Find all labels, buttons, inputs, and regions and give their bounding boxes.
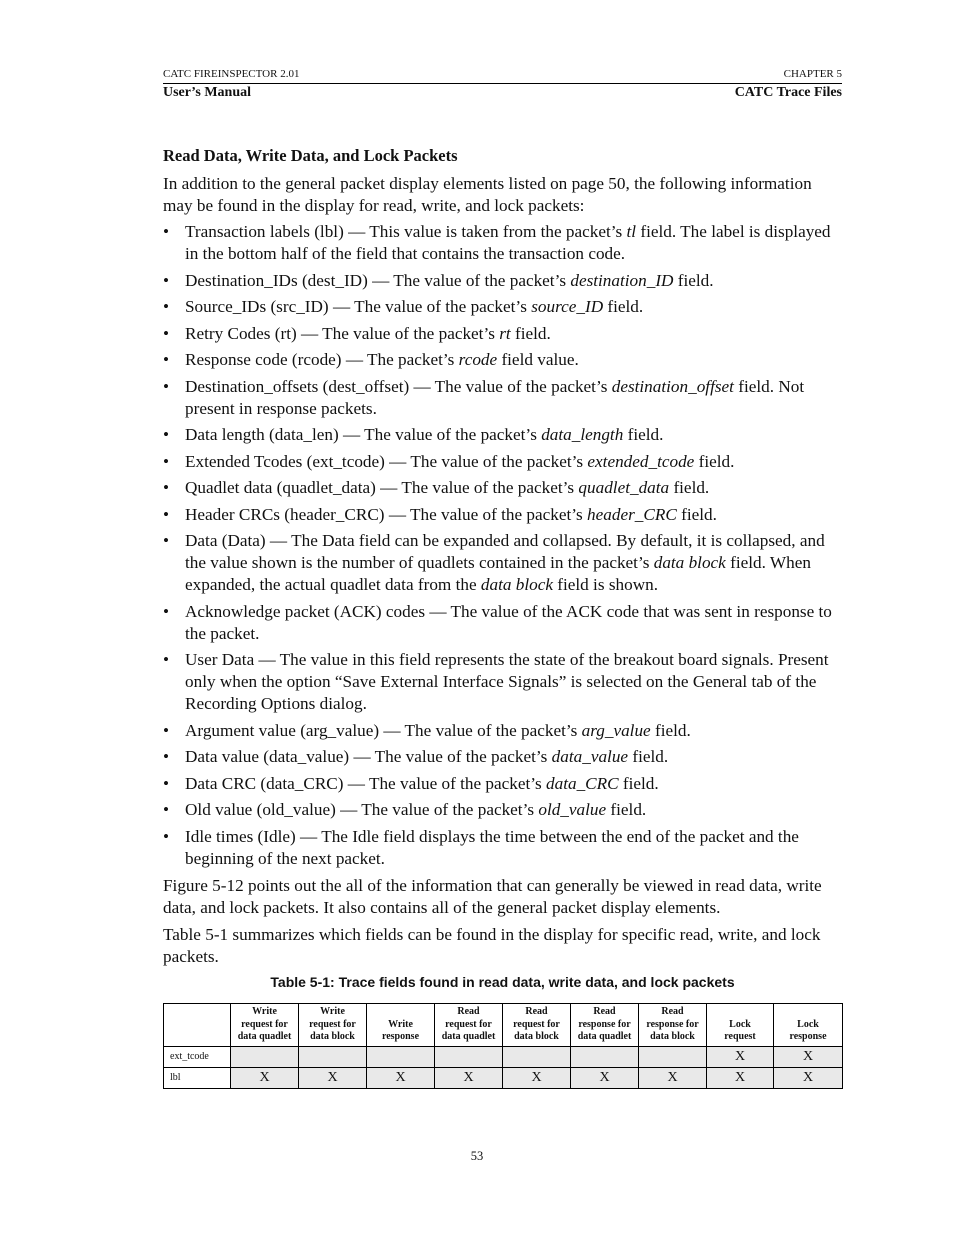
list-item-text: Argument value (arg_value) — The value of the packet’s: [185, 720, 582, 740]
list-item-text: Destination_offsets (dest_offset) — The value of the packet’s: [185, 376, 612, 396]
column-header: [503, 1003, 571, 1046]
table-cell: [231, 1046, 299, 1067]
list-item: [163, 270, 842, 292]
column-header-line: Write: [388, 1018, 413, 1030]
field-name: destination_ID: [570, 270, 674, 290]
column-header-line: response: [381, 1031, 420, 1042]
table-caption: Table 5-1: Trace fields found in read data, write data, and lock packets: [270, 973, 735, 990]
column-header-line: data quadlet: [237, 1031, 292, 1042]
list-item-text: field.: [650, 720, 691, 740]
list-item-text: field is shown.: [552, 575, 658, 594]
list-item-text: field.: [510, 323, 551, 343]
field-name: source_ID: [531, 297, 604, 316]
list-item: [163, 296, 842, 318]
table-cell: [503, 1046, 571, 1067]
column-header: [707, 1003, 774, 1046]
table-cell: X: [774, 1067, 843, 1088]
list-item: [163, 221, 842, 265]
table-cell: [367, 1046, 435, 1067]
running-header-bottom: [163, 84, 842, 102]
list-item: [163, 601, 842, 645]
column-header-line: Write: [252, 1006, 277, 1017]
chapter-title: CATC Trace Files: [734, 85, 842, 100]
list-item-text: Response code (rcode) — The packet’s: [185, 350, 459, 369]
intro-paragraph: In addition to the general packet display elements listed on page 50, the following information may be found in the display for read, write, and lock packets:: [163, 174, 812, 215]
column-header: [299, 1003, 367, 1046]
list-item-text: field.: [623, 425, 664, 444]
list-item: [163, 504, 842, 526]
field-name: destination_offset: [611, 376, 734, 396]
table-cell: [435, 1046, 503, 1067]
list-item: [163, 530, 842, 596]
list-item: [163, 720, 842, 742]
column-header-line: request for: [513, 1018, 560, 1030]
column-header-line: Lock: [729, 1018, 751, 1030]
list-item-text: field. Not present in response packets.: [185, 376, 805, 418]
page-number: 53: [470, 1149, 484, 1163]
column-header-line: response: [789, 1031, 827, 1042]
column-header: [639, 1003, 707, 1046]
table-cell: [571, 1046, 639, 1067]
list-item-text: field. The label is displayed in the bottom half of the field that contains the transaction code.: [185, 222, 831, 263]
table-cell: [639, 1046, 707, 1067]
table-cell: X: [231, 1067, 299, 1088]
trace-fields-table: [163, 1003, 843, 1089]
list-item: [163, 349, 842, 371]
field-list: [163, 221, 842, 870]
list-item-text: Quadlet data (quadlet_data) — The value of the packet’s: [185, 478, 579, 497]
list-item-text: Data length (data_len) — The value of the packet’s: [185, 425, 542, 444]
column-header-line: request for: [241, 1018, 288, 1030]
table-cell: X: [571, 1067, 639, 1088]
product-name: CATC FIREINSPECTOR 2.01: [163, 68, 300, 80]
column-header-line: Read: [661, 1006, 684, 1017]
list-item-text: field.: [606, 800, 647, 819]
list-item-text: Data value (data_value) — The value of the packet’s: [185, 747, 552, 766]
column-header-line: Write: [320, 1006, 345, 1017]
list-item-text: Idle times (Idle) — The Idle field displays the time between the end of the packet and the beginning of the next packet.: [185, 826, 799, 868]
list-item: [163, 649, 842, 715]
column-header: [231, 1003, 299, 1046]
section-heading: Read Data, Write Data, and Lock Packets: [163, 146, 458, 165]
column-header-line: data block: [310, 1031, 355, 1042]
row-label: lbl: [164, 1067, 231, 1088]
list-item: [163, 376, 842, 420]
list-item-text: field.: [673, 270, 714, 290]
field-name: tl: [626, 222, 637, 241]
column-header-line: request: [724, 1031, 756, 1042]
column-header-line: response for: [646, 1018, 699, 1030]
column-header-line: data block: [650, 1031, 695, 1042]
table-header-row: [164, 1003, 843, 1046]
list-item-text: Old value (old_value) — The value of the packet’s: [185, 800, 539, 819]
list-item-text: field.: [669, 478, 710, 497]
list-item: [163, 746, 842, 768]
list-item-text: field value.: [497, 350, 579, 369]
list-item-text: field.: [676, 504, 717, 524]
column-header-line: request for: [309, 1018, 356, 1030]
column-header-line: data block: [514, 1031, 559, 1042]
table-cell: X: [707, 1046, 774, 1067]
list-item-text: Extended Tcodes (ext_tcode) — The value of the packet’s: [185, 451, 588, 471]
column-header-line: Read: [525, 1006, 548, 1017]
field-name: data block: [480, 575, 553, 594]
list-item-text: Destination_IDs (dest_ID) — The value of the packet’s: [185, 270, 571, 290]
table-cell: X: [435, 1067, 503, 1088]
table-row: [164, 1067, 843, 1088]
list-item: [163, 451, 842, 473]
column-header-line: response for: [578, 1018, 631, 1030]
column-header-line: Read: [457, 1006, 480, 1017]
field-name: extended_tcode: [587, 451, 695, 471]
list-item: [163, 424, 842, 446]
table-cell: [299, 1046, 367, 1067]
field-name: quadlet_data: [578, 478, 670, 497]
list-item-text: Retry Codes (rt) — The value of the packet’s: [185, 323, 500, 343]
field-name: header_CRC: [587, 504, 677, 524]
table-cell: X: [367, 1067, 435, 1088]
table-corner-cell: [164, 1003, 231, 1046]
list-item: [163, 826, 842, 870]
running-header-top: [163, 66, 842, 82]
manual-title: User’s Manual: [163, 85, 252, 100]
list-item: [163, 773, 842, 795]
chapter-label: CHAPTER 5: [783, 68, 842, 80]
list-item-text: Header CRCs (header_CRC) — The value of the packet’s: [185, 504, 588, 524]
column-header: [367, 1003, 435, 1046]
column-header-line: Read: [593, 1006, 616, 1017]
field-name: old_value: [538, 800, 607, 819]
column-header: [435, 1003, 503, 1046]
field-name: rcode: [458, 350, 498, 369]
field-name: data_length: [541, 425, 624, 444]
row-label: ext_tcode: [164, 1046, 231, 1067]
table-cell: X: [707, 1067, 774, 1088]
table-cell: X: [299, 1067, 367, 1088]
column-header: [571, 1003, 639, 1046]
column-header: [774, 1003, 843, 1046]
list-item-text: field.: [603, 297, 644, 316]
list-item-text: Source_IDs (src_ID) — The value of the packet’s: [185, 297, 532, 316]
list-item-text: Data CRC (data_CRC) — The value of the packet’s: [185, 773, 547, 793]
list-item-text: field.: [628, 747, 669, 766]
list-item-text: field.: [694, 451, 735, 471]
list-item: [163, 477, 842, 499]
page: [163, 66, 842, 1089]
list-item-text: field.: [618, 773, 659, 793]
field-name: arg_value: [581, 720, 651, 740]
column-header-line: request for: [445, 1018, 492, 1030]
column-header-line: Lock: [797, 1018, 819, 1030]
field-name: rt: [499, 323, 511, 343]
table-row: [164, 1046, 843, 1067]
table-cell: X: [639, 1067, 707, 1088]
list-item-text: User Data — The value in this field represents the state of the breakout board signals. Present only when the option “Save External Interface Signals” is selected on the General tab of the Recording Options dialog.: [185, 650, 829, 713]
table-cell: X: [503, 1067, 571, 1088]
list-item-text: Transaction labels (lbl) — This value is taken from the packet’s: [185, 222, 627, 241]
field-name: data block: [653, 553, 726, 572]
list-item-text: field. When expanded, the actual quadlet data from the: [185, 553, 811, 594]
figure-reference-paragraph: Figure 5-12 points out the all of the information that can generally be viewed in read data, write data, and lock packets. It also contains all of the general packet display elements.: [163, 875, 822, 917]
list-item-text: Acknowledge packet (ACK) codes — The value of the ACK code that was sent in response to the packet.: [185, 601, 832, 643]
list-item: [163, 799, 842, 821]
list-item: [163, 323, 842, 345]
list-item-text: Data (Data) — The Data field can be expanded and collapsed. By default, it is collapsed, and the value shown is the number of quadlets contained in the packet’s: [185, 531, 825, 572]
column-header-line: data quadlet: [577, 1031, 632, 1042]
table-reference-paragraph: Table 5-1 summarizes which fields can be found in the display for specific read, write, and lock packets.: [163, 924, 821, 966]
field-name: data_value: [551, 747, 629, 766]
column-header-line: data quadlet: [441, 1031, 496, 1042]
table-cell: X: [774, 1046, 843, 1067]
field-name: data_CRC: [546, 773, 619, 793]
